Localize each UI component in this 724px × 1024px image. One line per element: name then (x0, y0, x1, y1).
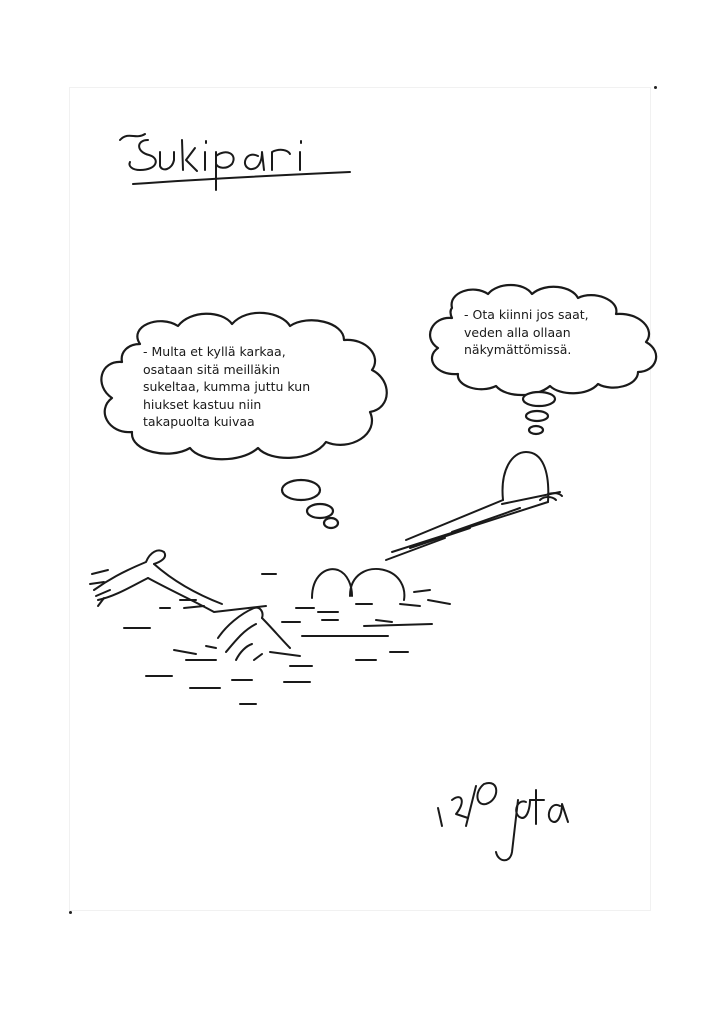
swimmer-back-icon (262, 569, 404, 600)
signature-handwriting (438, 783, 568, 860)
diving-figure-icon (386, 452, 562, 560)
water-waves (124, 590, 450, 704)
swimmer-under-icon (218, 608, 290, 660)
swimmer-left-icon (90, 550, 266, 612)
speech-bubble-left-text: - Multa et kyllä karkaa, osataan sitä meilläkin sukeltaa, kumma juttu kun hiukset kastuu niin takapuolta kuivaa (143, 344, 311, 429)
speech-bubble-right-text: - Ota kiinni jos saat, veden alla ollaan näkymättömissä. (464, 307, 589, 357)
title-handwriting (120, 134, 350, 190)
